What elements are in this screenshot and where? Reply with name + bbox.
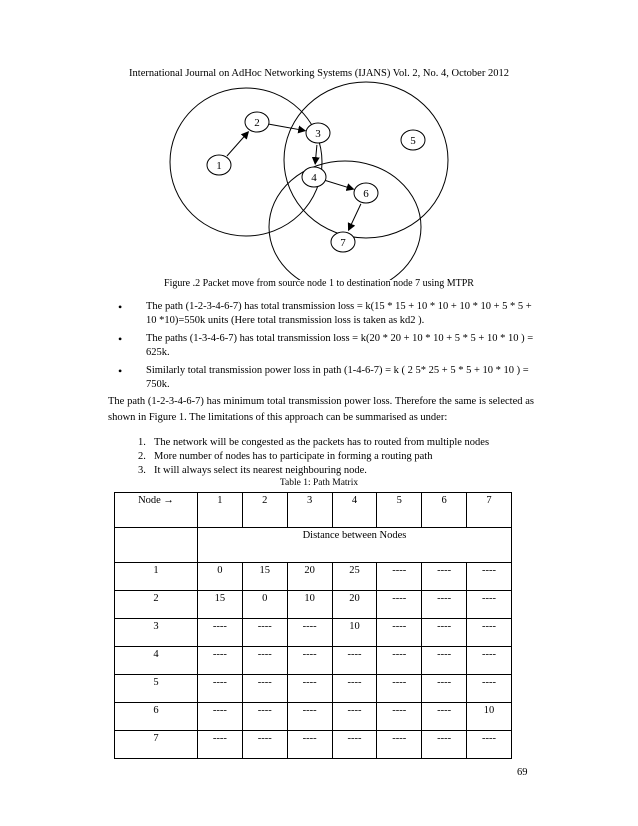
table-cell: 0 <box>242 591 287 619</box>
table-row <box>115 647 512 675</box>
row-label: 4 <box>115 647 198 675</box>
node-1 <box>207 155 231 175</box>
packet-edges <box>227 124 361 230</box>
table-cell: ---- <box>198 675 243 703</box>
table-cell: ---- <box>422 675 467 703</box>
table-cell: ---- <box>422 647 467 675</box>
limitation-number: 3. <box>138 465 146 476</box>
column-header: 6 <box>422 493 467 528</box>
table-cell: ---- <box>242 731 287 759</box>
table-cell: 10 <box>467 703 512 731</box>
table-cell: ---- <box>198 731 243 759</box>
table-cell: ---- <box>242 647 287 675</box>
edge-2-3 <box>269 124 305 131</box>
table-cell: ---- <box>198 619 243 647</box>
table-cell: ---- <box>332 703 377 731</box>
limitation-number: 1. <box>138 437 146 448</box>
row-label: 5 <box>115 675 198 703</box>
table-caption: Table 1: Path Matrix <box>279 478 359 488</box>
table-row <box>115 619 512 647</box>
column-header: 7 <box>467 493 512 528</box>
column-header: 3 <box>287 493 332 528</box>
limitation-text: The network will be congested as the packets has to routed from multiple nodes <box>154 437 490 448</box>
limitation-item-2 <box>138 450 538 464</box>
bullet-item-1: • The path (1-2-3-4-6-7) has total transmission loss = k(15 * 15 + 10 * 10 + 10 * 10 + 5 * 5 + 10 *10)=550k units (Here total transmission loss is taken as kd2 ). <box>118 300 538 328</box>
table-cell: ---- <box>422 591 467 619</box>
path-matrix-table <box>114 492 512 759</box>
page-number: 69 <box>517 767 528 778</box>
row-label: 1 <box>115 563 198 591</box>
table-cell: ---- <box>287 731 332 759</box>
network-diagram <box>0 0 638 280</box>
table-cell: ---- <box>242 703 287 731</box>
limitation-item-3 <box>138 464 538 478</box>
node-label: 6 <box>363 188 369 200</box>
row-label: 3 <box>115 619 198 647</box>
transmission-loss-list <box>118 300 538 396</box>
table-cell: 15 <box>242 563 287 591</box>
table-cell: ---- <box>287 703 332 731</box>
column-header: 4 <box>332 493 377 528</box>
table-cell: ---- <box>422 563 467 591</box>
table-cell: ---- <box>198 647 243 675</box>
table-cell: 15 <box>198 591 243 619</box>
column-header: 1 <box>198 493 243 528</box>
table-cell: ---- <box>467 675 512 703</box>
table-cell: ---- <box>198 703 243 731</box>
edge-1-2 <box>227 132 248 156</box>
table-cell: ---- <box>377 703 422 731</box>
table-cell: ---- <box>377 647 422 675</box>
table-cell: 20 <box>287 563 332 591</box>
table-row <box>115 731 512 759</box>
transmission-range-1 <box>170 88 322 236</box>
body-paragraph: The path (1-2-3-4-6-7) has minimum total transmission power loss. Therefore the same is selected as shown in Figure 1. The limitations of this approach can be summarised as under: <box>108 396 534 423</box>
table-cell: ---- <box>332 647 377 675</box>
node-4 <box>302 167 326 187</box>
table-row <box>115 703 512 731</box>
transmission-range-2 <box>284 82 448 238</box>
node-7 <box>331 232 355 252</box>
table-cell: 10 <box>332 619 377 647</box>
table-cell: ---- <box>467 563 512 591</box>
node-label: 3 <box>315 128 321 140</box>
node-3 <box>306 123 330 143</box>
table-cell: ---- <box>377 675 422 703</box>
table-cell: ---- <box>242 619 287 647</box>
row-label: 7 <box>115 731 198 759</box>
table-cell: ---- <box>287 675 332 703</box>
limitation-item-1 <box>138 436 538 450</box>
corner-cell: Node → <box>115 493 198 528</box>
table-cell: ---- <box>422 619 467 647</box>
table-cell: ---- <box>467 647 512 675</box>
table-cell: ---- <box>377 563 422 591</box>
span-label: Distance between Nodes <box>198 528 512 563</box>
limitations-list <box>138 436 538 478</box>
node-label: 4 <box>311 172 317 184</box>
table-header-row <box>115 493 512 528</box>
table-cell: ---- <box>377 619 422 647</box>
node-label: 5 <box>410 135 416 147</box>
table-cell: ---- <box>422 703 467 731</box>
table-row <box>115 675 512 703</box>
edge-3-4 <box>315 145 317 164</box>
table-cell: ---- <box>242 675 287 703</box>
node-label: 2 <box>254 117 260 129</box>
table-cell: ---- <box>377 731 422 759</box>
network-nodes <box>207 112 425 252</box>
limitation-number: 2. <box>138 451 146 462</box>
table-cell: ---- <box>332 731 377 759</box>
limitation-text: More number of nodes has to participate in forming a routing path <box>154 451 433 462</box>
node-2 <box>245 112 269 132</box>
table-cell: 10 <box>287 591 332 619</box>
node-6 <box>354 183 378 203</box>
table-cell: ---- <box>287 647 332 675</box>
node-5 <box>401 130 425 150</box>
bullet-item-2: • The paths (1-3-4-6-7) has total transmission loss = k(20 * 20 + 10 * 10 + 5 * 5 + 10 * 10 ) = 625k. <box>118 332 538 360</box>
table-cell: ---- <box>467 591 512 619</box>
table-cell: ---- <box>377 591 422 619</box>
limitation-text: It will always select its nearest neighbouring node. <box>154 465 367 476</box>
node-label: 7 <box>340 237 346 249</box>
row-label: 2 <box>115 591 198 619</box>
table-cell: ---- <box>422 731 467 759</box>
transmission-range-3 <box>269 161 421 280</box>
table-cell: ---- <box>467 619 512 647</box>
table-cell: 0 <box>198 563 243 591</box>
table-cell: ---- <box>467 731 512 759</box>
journal-header: International Journal on AdHoc Networking Systems (IJANS) Vol. 2, No. 4, October 2012 <box>129 68 509 79</box>
column-header: 2 <box>242 493 287 528</box>
bullet-item-3: • Similarly total transmission power loss in path (1-4-6-7) = k ( 2 5* 25 + 5 * 5 + 10 * 10 ) = 750k. <box>118 364 538 392</box>
table-row <box>115 591 512 619</box>
table-row <box>115 563 512 591</box>
row-label: 6 <box>115 703 198 731</box>
table-span-row <box>115 528 512 563</box>
edge-4-6 <box>325 181 353 190</box>
table-cell: 20 <box>332 591 377 619</box>
table-cell: ---- <box>287 619 332 647</box>
edge-6-7 <box>349 204 361 230</box>
table-cell: 25 <box>332 563 377 591</box>
table-cell: ---- <box>332 675 377 703</box>
column-header: 5 <box>377 493 422 528</box>
node-label: 1 <box>216 160 222 172</box>
empty-cell <box>115 528 198 563</box>
figure-caption: Figure .2 Packet move from source node 1 to destination node 7 using MTPR <box>164 278 474 289</box>
